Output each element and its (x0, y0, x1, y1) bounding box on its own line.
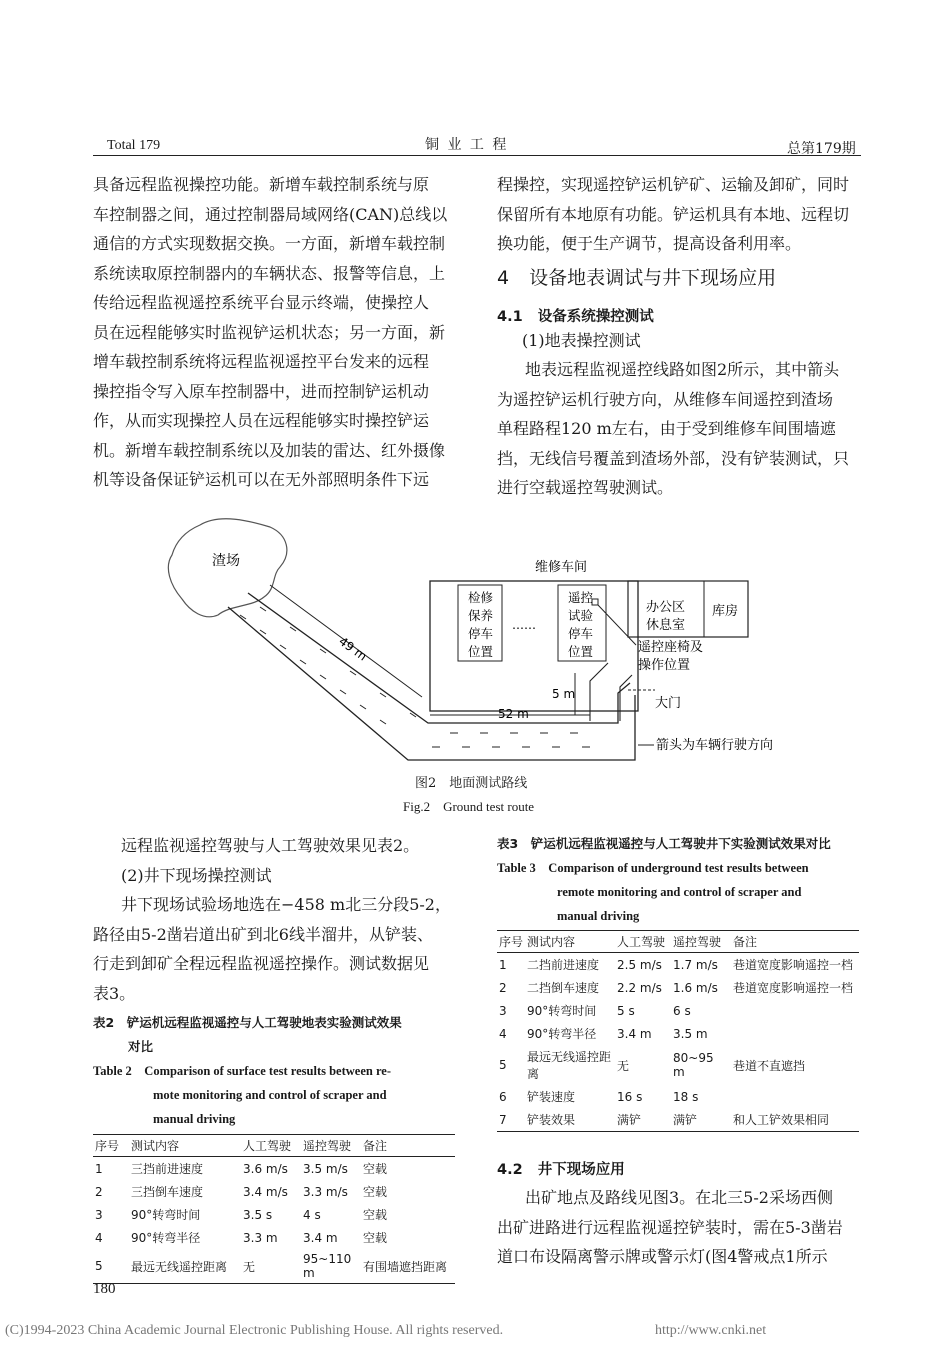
subsection-title: 设备系统操控测试 (537, 309, 654, 325)
table3-caption-cn: 表3 铲运机远程监视遥控与人工驾驶井下实验测试效果对比 (497, 836, 831, 851)
table-cell: 90°转弯时间 (527, 1004, 597, 1018)
table-cell: 3.4 m/s (243, 1184, 288, 1199)
bay2-line: 位置 (568, 644, 594, 659)
table3-caption-en-3: manual driving (557, 909, 640, 923)
table-cell: 3.5 m (673, 1026, 708, 1041)
text-line: 换功能，便于生产调节，提高设备利用率。 (497, 234, 802, 253)
bay2-line: 试验 (568, 608, 594, 623)
route-arrows (240, 607, 590, 747)
text-line: 进行空载遥控驾驶测试。 (497, 478, 674, 497)
table-cell: 3 (95, 1207, 103, 1222)
table-cell: 6 s (673, 1003, 691, 1018)
table-row (93, 1249, 455, 1284)
table-cell: 5 (499, 1058, 507, 1072)
table-cell: 和人工铲效果相同 (731, 1108, 859, 1132)
office-line: 休息室 (646, 618, 686, 633)
table-row (93, 1157, 455, 1181)
workshop-outline (430, 581, 638, 711)
dim-49-label: 49 m (336, 634, 370, 664)
copyright-footer: (C)1994-2023 China Academic Journal Electronic Publishing House. All rights reserved. (5, 1323, 504, 1338)
table-cell: 3.3 m/s (303, 1184, 348, 1199)
text-line: 地表远程监视遥控线路如图2所示，其中箭头 (525, 360, 840, 379)
subsection-heading-4-2 (497, 1158, 625, 1179)
table-cell: 3.5 m/s (303, 1161, 348, 1176)
table-cell: 5 s (617, 1003, 635, 1018)
table-cell: 5 (93, 1249, 129, 1284)
table-cell: 巷道宽度影响遥控一档 (733, 981, 854, 995)
text-line: 表3。 (93, 983, 136, 1003)
header-rule (93, 155, 861, 156)
table-cell: 2.2 m/s (617, 980, 662, 995)
table-row (497, 1022, 859, 1045)
item-1-heading: (1)地表操控测试 (522, 331, 641, 350)
seat-leader (598, 605, 636, 645)
table-cell: 3.5 s (243, 1207, 273, 1222)
table-row (497, 976, 859, 999)
table-cell: 1.7 m/s (673, 957, 718, 972)
table-cell: 16 s (617, 1089, 643, 1104)
seat-line: 操作位置 (638, 658, 691, 673)
text-line: 行走到卸矿全程远程监视遥控操作。测试数据见 (93, 954, 430, 973)
table-cell: 铲装速度 (527, 1090, 576, 1104)
table3-caption-en-2: remote monitoring and control of scraper and (557, 885, 802, 899)
table-2 (93, 1134, 455, 1284)
section-title: 设备地表调试与井下现场应用 (529, 267, 777, 289)
table-header: 人工驾驶 (615, 931, 671, 953)
subsection-number: 4.1 (497, 309, 523, 325)
table-cell: 2 (499, 980, 507, 995)
table-cell: 90°转弯半径 (131, 1231, 201, 1245)
table-cell: 3.4 m (303, 1230, 338, 1245)
table-cell: 90°转弯半径 (527, 1027, 597, 1041)
table-cell: 18 s (673, 1089, 699, 1104)
section-heading-4 (497, 263, 776, 290)
table-cell: 3 (499, 1003, 507, 1018)
bay1-line: 停车 (468, 626, 494, 641)
table2-caption-cn-2: 对比 (128, 1039, 154, 1054)
subsection-title: 井下现场应用 (537, 1162, 625, 1178)
header-journal-title: 铜 业 工 程 (425, 137, 509, 153)
table-cell: 1.6 m/s (673, 980, 718, 995)
text-line: 为遥控铲运机行驶方向，从维修车间遥控到渣场 (497, 389, 834, 409)
page-number: 180 (93, 1281, 116, 1297)
table-cell: 铲装效果 (525, 1108, 615, 1132)
text-line: 出矿进路进行远程监视遥控铲装时，需在5-3凿岩 (497, 1217, 843, 1237)
table2-caption-en-1: Table 2 Comparison of surface test results between re- (93, 1064, 391, 1078)
bay-dots: …… (512, 618, 536, 632)
table-cell: 3.3 m (243, 1230, 278, 1245)
figure-2-caption-en: Fig.2 Ground test route (403, 799, 535, 814)
table-cell: 三挡前进速度 (131, 1162, 204, 1176)
table-header: 遥控驾驶 (671, 931, 731, 953)
text-line: 操控指令写入原车控制器中，进而控制铲运机动 (93, 381, 430, 401)
table-cell: 最远无线遥控距离 (129, 1249, 241, 1284)
right-paragraph-bottom (497, 1183, 867, 1272)
subsection-heading-4-1 (497, 305, 654, 326)
figure-2-caption-cn: 图2 地面测试路线 (415, 776, 528, 791)
table-row (497, 1108, 859, 1132)
table-cell: 最远无线遥控距离 (527, 1050, 612, 1081)
dim-52-label: 52 m (498, 707, 529, 721)
table-cell: 无 (241, 1249, 301, 1284)
text-line: 挡，无线信号覆盖到渣场外部，没有铲装测试，只 (497, 448, 850, 468)
bay1-line: 保养 (468, 608, 494, 623)
header-issue-cn: 总第179期 (787, 141, 856, 157)
table-header: 序号 (497, 931, 525, 953)
table-cell: 二挡前进速度 (527, 958, 600, 972)
table-cell: 2 (95, 1184, 103, 1199)
text-line: 单程路程120 m左右，由于受到维修车间围墙遮 (497, 419, 836, 438)
table-cell: 巷道宽度影响遥控一档 (733, 958, 854, 972)
table2-caption-en-3: manual driving (153, 1112, 236, 1126)
table-cell: 三挡倒车速度 (131, 1185, 204, 1199)
table-header: 备注 (731, 931, 859, 953)
table-row (93, 1203, 455, 1226)
store-label: 库房 (712, 604, 739, 619)
entry-lane (590, 663, 632, 721)
bay2-line: 遥控 (568, 590, 594, 605)
text-line: (2)井下现场操控测试 (121, 865, 272, 885)
subsection-number: 4.2 (497, 1162, 523, 1178)
section-number: 4 (497, 267, 510, 289)
header-journal-issue: Total 179 (107, 138, 161, 153)
text-line: 机。新增车载控制系统以及加装的雷达、红外摄像 (93, 440, 446, 460)
table-cell: 2.5 m/s (617, 957, 662, 972)
text-line: 程操控，实现遥控铲运机铲矿、运输及卸矿，同时 (497, 175, 850, 194)
text-line: 增车载控制系统将远程监视遥控平台发来的远程 (93, 352, 430, 371)
table-header: 人工驾驶 (241, 1135, 301, 1157)
table-cell (731, 1022, 859, 1045)
table2-caption-en-2: mote monitoring and control of scraper and (153, 1088, 387, 1102)
footer-url[interactable]: http://www.cnki.net (655, 1323, 767, 1338)
table-header: 测试内容 (525, 931, 615, 953)
table-header: 测试内容 (129, 1135, 241, 1157)
text-line: 员在远程能够实时监视铲运机状态；另一方面，新 (93, 322, 446, 342)
table3-caption-en-1: Table 3 Comparison of underground test results between (497, 861, 809, 875)
table-row (497, 1085, 859, 1108)
table-cell (731, 1085, 859, 1108)
table-row (497, 1045, 859, 1085)
text-line: 路径由5-2凿岩道出矿到北6线半溜井，从铲装、 (93, 924, 433, 944)
table-cell: 95~110 m (301, 1249, 361, 1284)
dim-5-label: 5 m (552, 687, 576, 701)
bay2-line: 停车 (568, 626, 594, 641)
table-cell: 3.4 m (617, 1026, 652, 1041)
text-line: 传给远程监视遥控系统平台显示终端，使操控人 (93, 293, 430, 312)
text-line: 通信的方式实现数据交换。一方面，新增车载控制 (93, 234, 446, 253)
table-cell: 4 (95, 1230, 103, 1245)
table-cell: 80~95 m (673, 1051, 714, 1079)
arrow-note: 箭头为车辆行驶方向 (656, 738, 774, 753)
table-cell: 7 (497, 1108, 525, 1132)
table-cell: 4 s (303, 1207, 321, 1222)
table-cell: 空载 (363, 1231, 388, 1245)
table-row (93, 1180, 455, 1203)
figure-2-route-diagram (160, 515, 800, 790)
table2-caption-cn-1: 表2 铲运机远程监视遥控与人工驾驶地表实验测试效果 (93, 1015, 402, 1030)
table-cell: 4 (499, 1026, 507, 1041)
text-line: 道口布设隔离警示牌或警示灯(图4警戒点1所示 (497, 1247, 828, 1266)
text-line: 远程监视遥控驾驶与人工驾驶效果见表2。 (121, 836, 420, 855)
right-paragraph-top (497, 170, 867, 259)
left-paragraph (93, 170, 463, 495)
table-cell (731, 999, 859, 1022)
table-row (497, 999, 859, 1022)
table-row (497, 953, 859, 977)
text-line: 作，从而实现操控人员在远程能够实时操控铲运 (93, 411, 430, 430)
text-line: 具备远程监视操控功能。新增车载控制系统与原 (93, 175, 430, 194)
table-cell: 满铲 (615, 1108, 671, 1132)
table-cell: 1 (95, 1161, 103, 1176)
text-line: 保留所有本地原有功能。铲运机具有本地、远程切 (497, 204, 850, 224)
table-cell: 无 (617, 1058, 630, 1073)
slag-field-label: 渣场 (212, 553, 240, 569)
workshop-label: 维修车间 (535, 560, 588, 575)
text-line: 出矿地点及路线见图3。在北三5-2采场西侧 (525, 1188, 833, 1207)
table-header: 序号 (93, 1135, 129, 1157)
table-cell: 空载 (363, 1162, 388, 1176)
bay1-line: 位置 (468, 644, 494, 659)
seat-line: 遥控座椅及 (638, 640, 704, 655)
text-line: 井下现场试验场地选在−458 m北三分段5-2， (121, 895, 451, 914)
table-cell: 巷道不直遮挡 (733, 1058, 806, 1073)
right-paragraph-fig (497, 355, 867, 503)
table-cell: 1 (499, 957, 507, 972)
table-3 (497, 930, 859, 1132)
table-cell: 满铲 (671, 1108, 731, 1132)
table-cell: 3.6 m/s (243, 1161, 288, 1176)
office-line: 办公区 (646, 600, 686, 615)
table-cell: 空载 (363, 1208, 388, 1222)
table-cell: 90°转弯时间 (131, 1208, 201, 1222)
left-paragraph-bottom (93, 831, 463, 1008)
table-header: 备注 (361, 1135, 455, 1157)
table-cell: 空载 (363, 1185, 388, 1199)
table-cell: 有围墙遮挡距离 (361, 1249, 455, 1284)
table-header: 遥控驾驶 (301, 1135, 361, 1157)
bay1-line: 检修 (468, 590, 494, 605)
table-row (93, 1226, 455, 1249)
text-line: 机等设备保证铲运机可以在无外部照明条件下远 (93, 470, 430, 489)
table-cell: 6 (499, 1089, 507, 1104)
table-cell: 二挡倒车速度 (527, 981, 600, 995)
gate-label: 大门 (655, 696, 682, 711)
text-line: 系统读取原控制器内的车辆状态、报警等信息，上 (93, 263, 446, 283)
text-line: 车控制器之间，通过控制器局域网络(CAN)总线以 (93, 204, 448, 224)
